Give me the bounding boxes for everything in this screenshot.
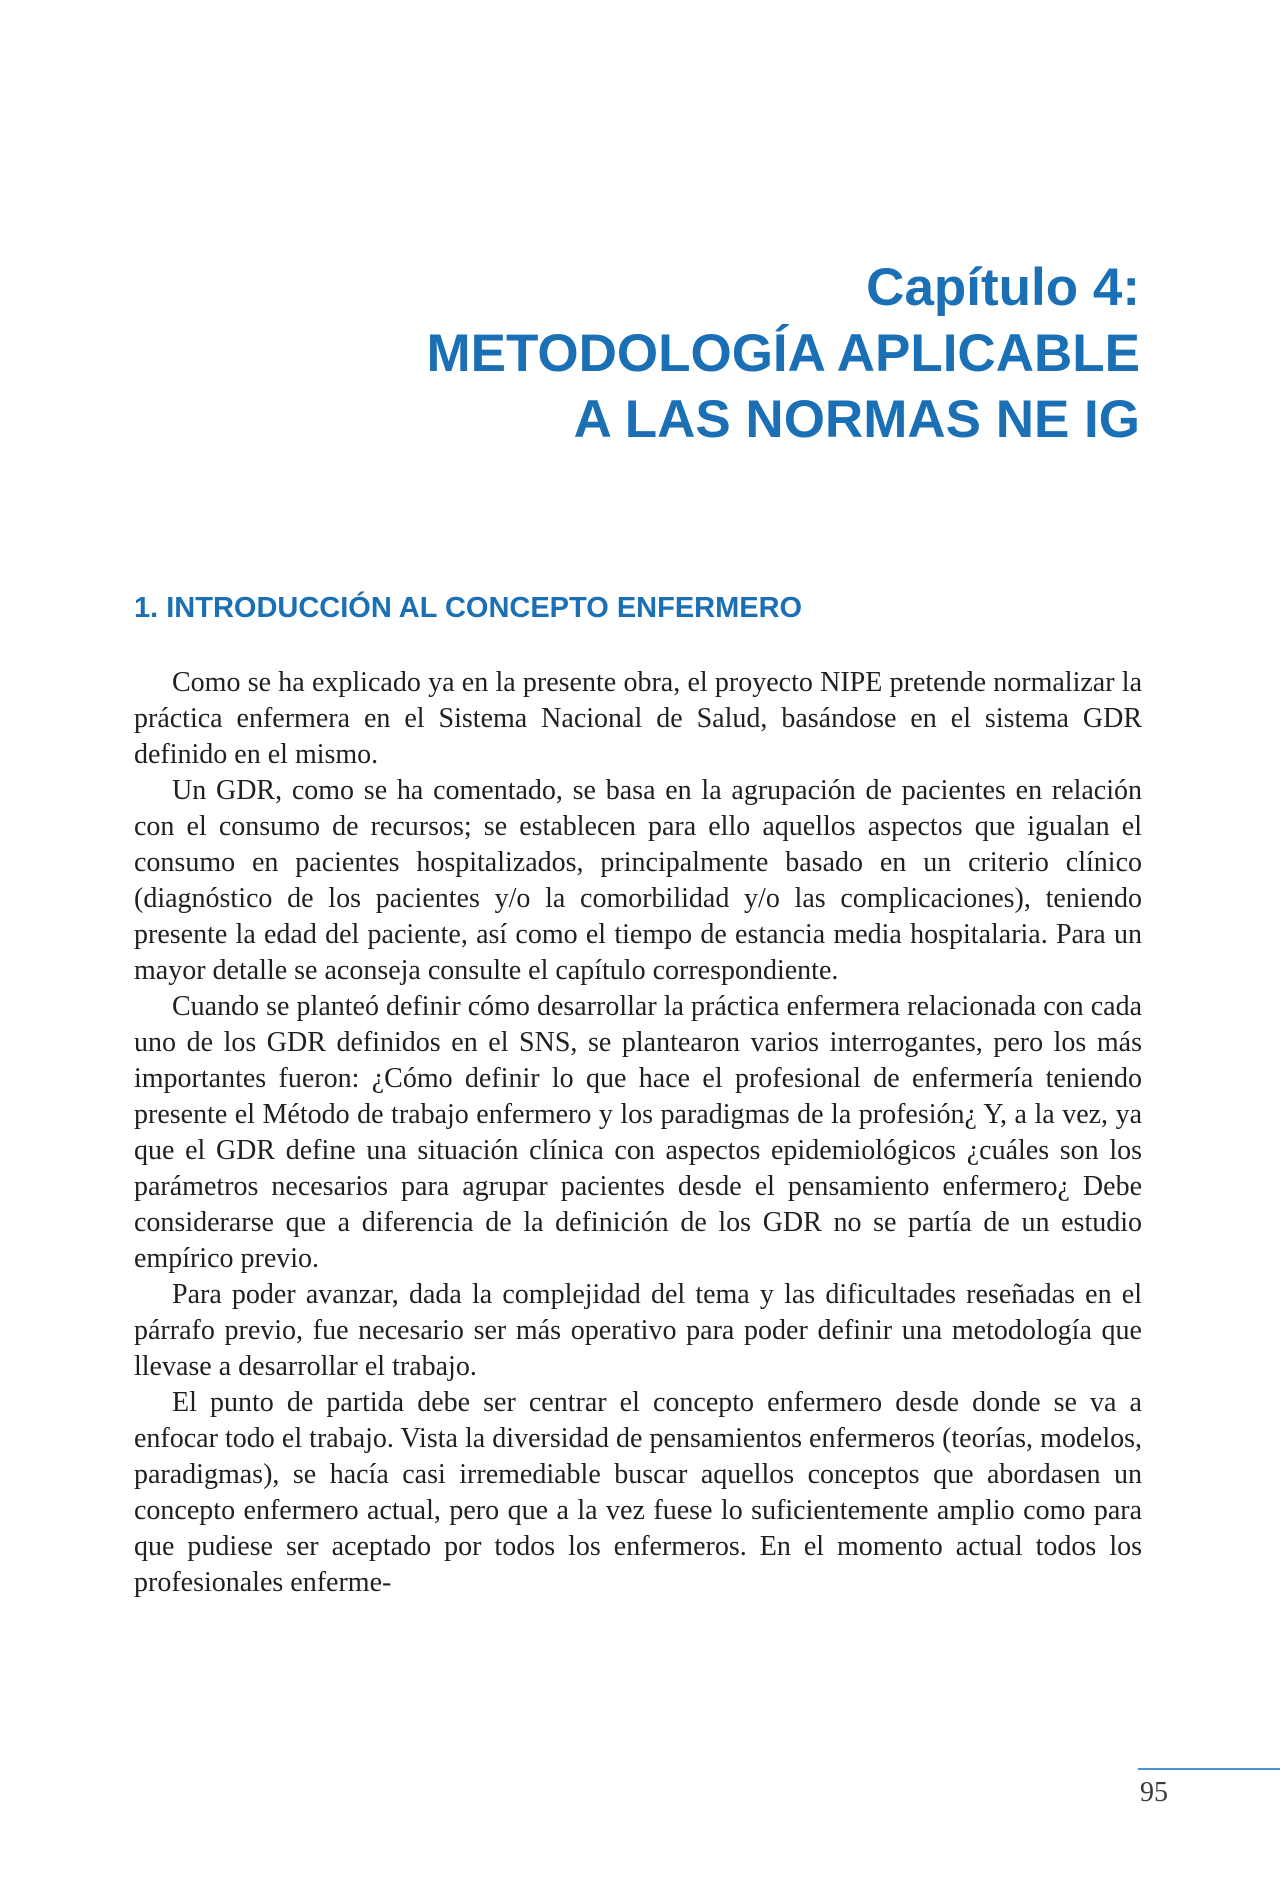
paragraph: Como se ha explicado ya en la presente obra, el proyecto NIPE pretende normalizar la práctica enfermera en el Sistema Nacional de Salud, basándose en el sistema GDR definido en el mismo. [134,667,1142,770]
paragraph: El punto de partida debe ser centrar el concepto enfermero desde donde se va a enfocar todo el trabajo. Vista la diversidad de pensamientos enfermeros (teorías, modelos, paradigmas), se hacía casi irremediable buscar aquellos conceptos que abordasen un concepto enfermero actual, pero que a la vez fuese lo suficientemente amplio como para que pudiese ser aceptado por todos los enfermeros. En el momento actual todos los profesionales enferme- [134,1387,1142,1598]
chapter-title-line-3: A LAS NORMAS NE IG [573,390,1140,449]
page-number: 95 [1140,1777,1168,1808]
chapter-title-line-1: Capítulo 4: [866,258,1140,317]
paragraph: Para poder avanzar, dada la complejidad del tema y las dificultades reseñadas en el párrafo previo, fue necesario ser más operativo para poder definir una metodología que llevase a desarrollar el trabajo. [134,1279,1142,1382]
paragraph: Cuando se planteó definir cómo desarrollar la práctica enfermera relacionada con cada uno de los GDR definidos en el SNS, se plantearon varios interrogantes, pero los más importantes fueron: ¿Cómo definir lo que hace el profesional de enfermería teniendo presente el Método de trabajo enfermero y los paradigmas de la profesión¿ Y, a la vez, ya que el GDR define una situación clínica con aspectos epidemiológicos ¿cuáles son los parámetros necesarios para agrupar pacientes desde el pensamiento enfermero¿ Debe considerarse que a diferencia de la definición de los GDR no se partía de un estudio empírico previo. [134,991,1142,1274]
body-text [134,665,1142,1601]
footer-rule [1138,1768,1280,1770]
chapter-title [426,255,1140,453]
paragraph: Un GDR, como se ha comentado, se basa en la agrupación de pacientes en relación con el consumo de recursos; se establecen para ello aquellos aspectos que igualan el consumo en pacientes hospitalizados, principalmente basado en un criterio clínico (diagnóstico de los pacientes y/o la comorbilidad y/o las complicaciones), teniendo presente la edad del paciente, así como el tiempo de estancia media hospitalaria. Para un mayor detalle se aconseja consulte el capítulo correspondiente. [134,775,1142,986]
section-heading: 1. INTRODUCCIÓN AL CONCEPTO ENFERMERO [134,592,803,624]
chapter-title-line-2: METODOLOGÍA APLICABLE [426,324,1140,383]
